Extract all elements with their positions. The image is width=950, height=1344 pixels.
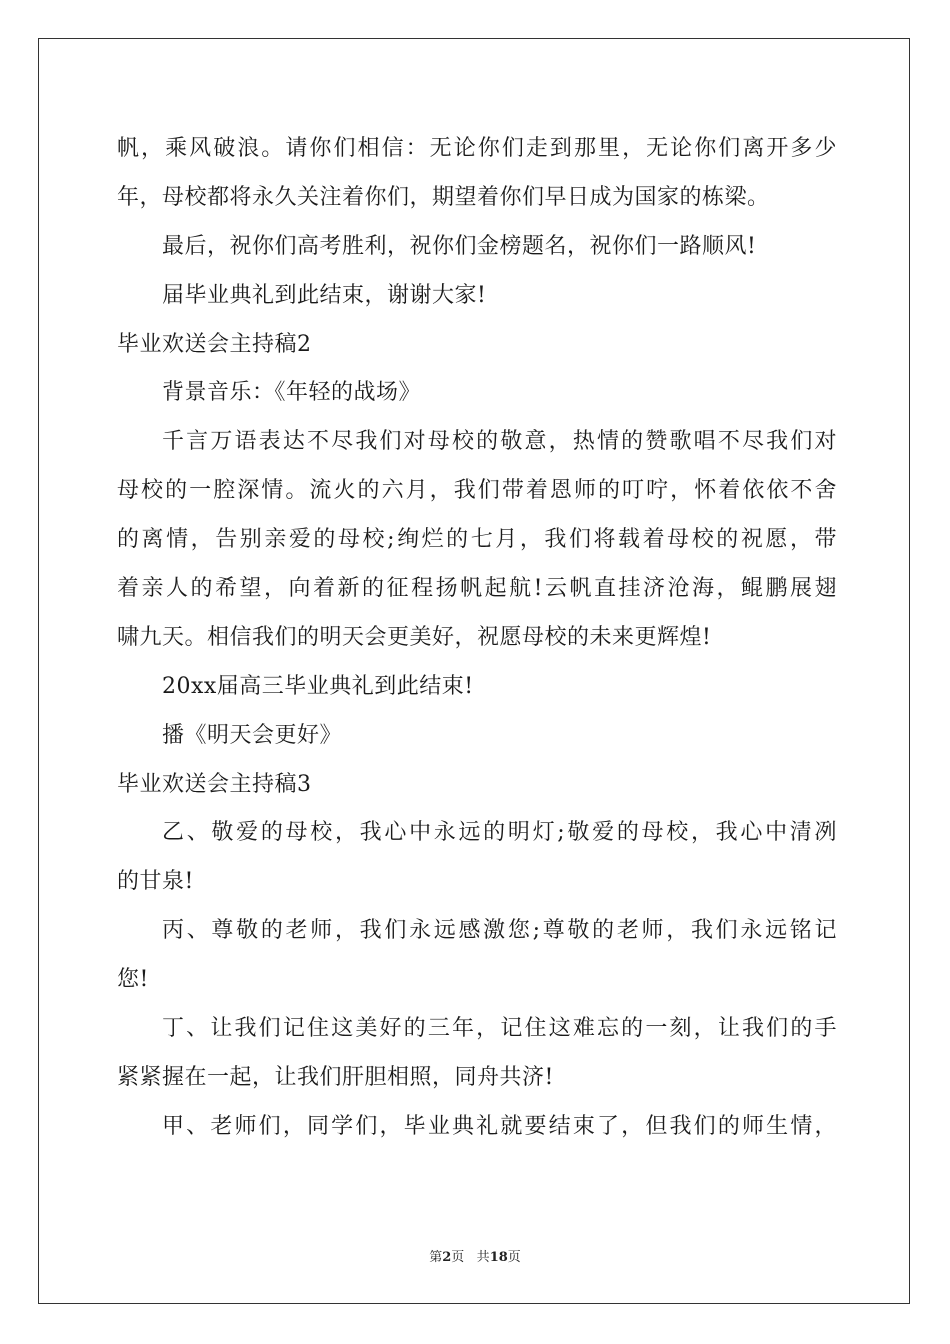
body-line: 着亲人的希望，向着新的征程扬帆起航!云帆直挂济沧海，鲲鹏展翅 [117, 576, 837, 602]
paragraph-line: 乙、敬爱的母校，我心中永远的明灯;敬爱的母校，我心中清冽 [162, 820, 837, 846]
section-heading: 毕业欢送会主持稿2 [117, 331, 312, 357]
body-line: 母校的一腔深情。流火的六月，我们带着恩师的叮咛，怀着依依不舍 [117, 478, 837, 504]
paragraph-line: 播《明天会更好》 [162, 722, 343, 748]
total-suffix: 页 [507, 1250, 521, 1265]
body-line: 帆，乘风破浪。请你们相信：无论你们走到那里，无论你们离开多少 [117, 136, 837, 161]
paragraph-line: 背景音乐：《年轻的战场》 [162, 380, 422, 406]
document-body [117, 125, 837, 1152]
paragraph-line: 丙、尊敬的老师，我们永远感激您;尊敬的老师，我们永远铭记 [162, 918, 837, 944]
section-heading: 毕业欢送会主持稿3 [117, 771, 312, 797]
paragraph-line: 千言万语表达不尽我们对母校的敬意，热情的赞歌唱不尽我们对 [162, 429, 837, 455]
paragraph-line: 甲、老师们，同学们，毕业典礼就要结束了，但我们的师生情， [162, 1113, 837, 1139]
body-line: 的离情，告别亲爱的母校;绚烂的七月，我们将载着母校的祝愿，带 [117, 527, 837, 553]
body-line: 紧紧握在一起，让我们肝胆相照，同舟共济! [117, 1064, 554, 1090]
page-prefix: 第 [429, 1250, 443, 1265]
paragraph-line: 丁、让我们记住这美好的三年，记住这难忘的一刻，让我们的手 [162, 1016, 837, 1042]
page-number: 2 [442, 1250, 452, 1265]
body-line: 您! [117, 967, 149, 993]
body-line: 年，母校都将永久关注着你们，期望着你们早日成为国家的栋梁。 [117, 184, 770, 210]
paragraph-line: 20xx届高三毕业典礼到此结束! [162, 673, 474, 699]
total-prefix: 共 [476, 1250, 490, 1265]
page-footer [0, 1246, 950, 1265]
page-suffix: 页 [451, 1250, 465, 1265]
paragraph-line: 届毕业典礼到此结束，谢谢大家! [162, 282, 487, 308]
body-line: 的甘泉! [117, 869, 194, 895]
paragraph-line: 最后，祝你们高考胜利，祝你们金榜题名，祝你们一路顺风! [162, 233, 757, 259]
total-pages: 18 [489, 1250, 508, 1265]
body-line: 啸九天。相信我们的明天会更美好，祝愿母校的未来更辉煌! [117, 624, 712, 650]
